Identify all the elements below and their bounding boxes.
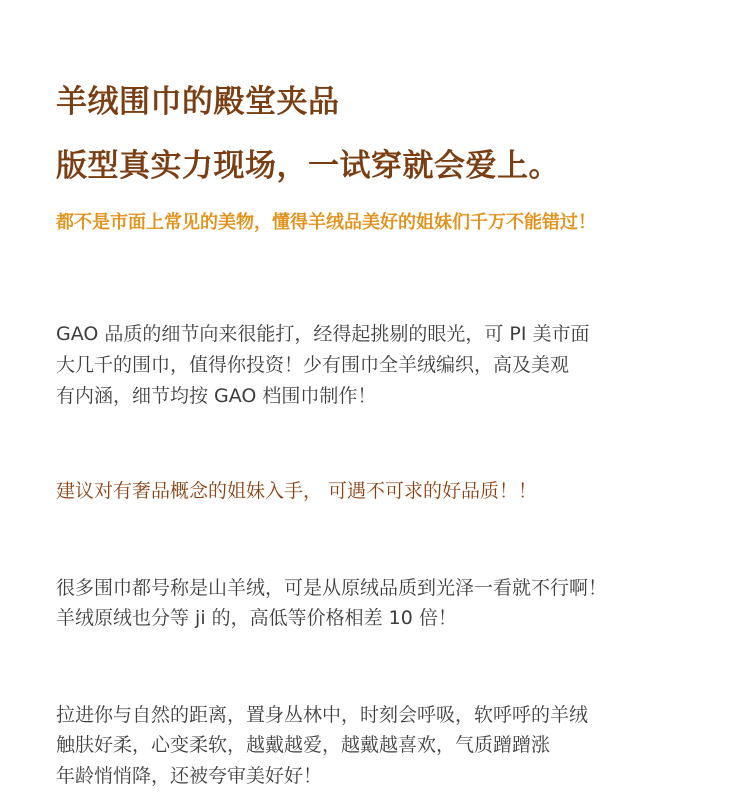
recommendation-line: 建议对有奢品概念的姐妹入手， 可遇不可求的好品质！！ <box>56 480 538 502</box>
paragraph-line: 年龄悄悄降，还被夸审美好好！ <box>56 765 323 787</box>
paragraph-line: 拉进你与自然的距离，置身丛林中，时刻会呼吸，软呼呼的羊绒 <box>56 704 589 726</box>
paragraph-line: GAO 品质的细节向来很能打，经得起挑剔的眼光，可 PI 美市面 <box>56 323 590 345</box>
paragraph-line: 有内涵，细节均按 GAO 档围巾制作！ <box>56 385 377 407</box>
paragraph-line: 羊绒原绒也分等 ji 的，高低等价格相差 10 倍！ <box>56 607 457 629</box>
headline-line-1: 羊绒围巾的殿堂夹品 <box>56 84 340 120</box>
tagline: 都不是市面上常见的美物，懂得羊绒品美好的姐妹们千万不能错过！ <box>56 212 596 233</box>
headline-line-2: 版型真实力现场，一试穿就会爱上。 <box>56 148 560 184</box>
paragraph-line: 很多围巾都号称是山羊绒，可是从原绒品质到光泽一看就不行啊！ <box>56 577 608 599</box>
paragraph-line: 大几千的围巾，值得你投资！少有围巾全羊绒编织，高及美观 <box>56 354 570 376</box>
paragraph-line: 触肤好柔，心变柔软，越戴越爱，越戴越喜欢，气质蹭蹭涨 <box>56 734 551 756</box>
